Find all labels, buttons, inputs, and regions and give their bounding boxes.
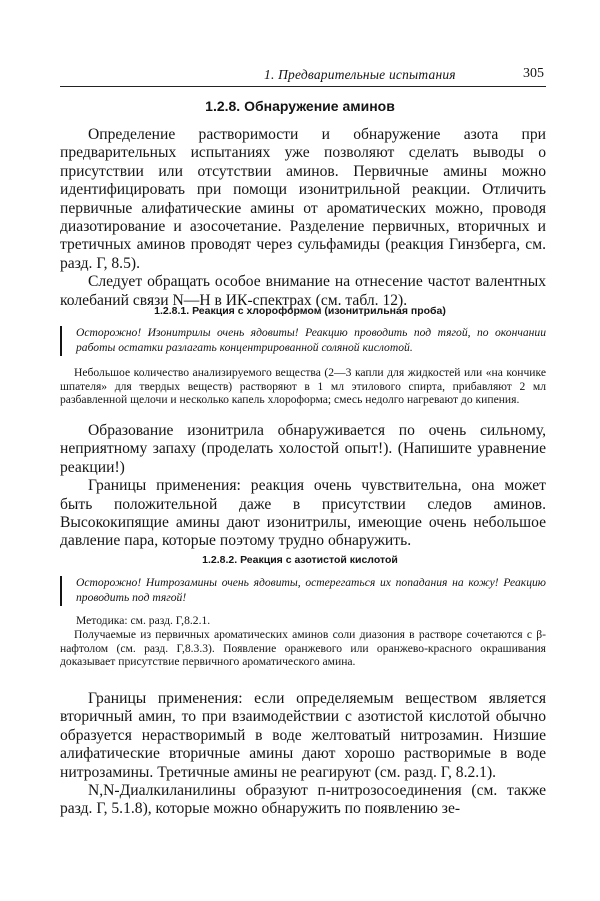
method-reference: Методика: см. разд. Г,8.2.1. bbox=[76, 614, 211, 627]
section-intro bbox=[60, 126, 546, 310]
paragraph: Определение растворимости и обнаружение азота при предварительных испытаниях уже позволяют сделать выводы о присутствии или отсутствии аминов. Первичные амины можно идентифицировать при помощи изонитрильной реакции. Отличить первичные алифатические амины от ароматических можно, проводя диазотирование и азосочетание. Разделение первичных, вторичных и третичных аминов проводят через сульфамиды (реакция Гинзберга, см. разд. Г, 8.5). bbox=[60, 126, 546, 272]
paragraph: N,N-Диалкиланилины образуют п-нитрозосоединения (см. также разд. Г, 5.1.8), которые можно обнаружить по появлению зе- bbox=[60, 782, 546, 818]
paragraph: Следует обращать особое внимание на отнесение частот валентных колебаний связи N—H в ИК-спектрах (см. табл. 12). bbox=[60, 273, 546, 309]
paragraph: Образование изонитрила обнаруживается по очень сильному, неприятному запаху (проделать холостой опыт!). (Напишите уравнение реакции!) bbox=[60, 422, 546, 476]
procedure-paragraph: Получаемые из первичных ароматических аминов соли диазония в растворе сочетаются с β-нафтолом (см. разд. Г,8.3.3). Появление оранжевого или оранжево-красного окрашивания доказывает присутствие первичного ароматического амина. bbox=[60, 628, 546, 669]
paragraph: Границы применения: реакция очень чувствительна, она может быть положительной даже в присутствии следов аминов. Высококипящие амины дают изонитрилы, имеющие очень небольшое давление пара, которые поэтому трудно обнаружить. bbox=[60, 477, 546, 550]
running-head bbox=[60, 66, 546, 87]
subsection-body bbox=[60, 690, 546, 819]
subsection-title: 1.2.8.2. Реакция с азотистой кислотой bbox=[202, 554, 398, 566]
section-title: 1.2.8. Обнаружение аминов bbox=[205, 98, 395, 114]
warning-bar bbox=[60, 326, 62, 356]
paragraph: Границы применения: если определяемым веществом является вторичный амин, то при взаимодействии с азотистой кислотой обычно образуется нерастворимый в воде желтоватый нитрозамин. Низшие алифатические вторичные амины дают хорошо растворимые в воде нитрозамины. Третичные амины не реагируют (см. разд. Г, 8.2.1). bbox=[60, 690, 546, 781]
warning-box bbox=[60, 576, 546, 606]
procedure-text bbox=[60, 628, 546, 669]
subsection-title: 1.2.8.1. Реакция с хлороформом (изонитрильная проба) bbox=[154, 305, 446, 317]
warning-box bbox=[60, 326, 546, 356]
subsection-body bbox=[60, 422, 546, 551]
page-number: 305 bbox=[523, 66, 544, 81]
warning-text: Осторожно! Нитрозамины очень ядовиты, остерегаться их попадания на кожу! Реакцию проводить под тягой! bbox=[76, 576, 546, 604]
procedure-paragraph: Небольшое количество анализируемого вещества (2—3 капли для жидкостей или «на кончике шпателя» для твердых веществ) растворяют в 1 мл этилового спирта, прибавляют 2 мл разбавленной щелочи и несколько капель хлороформа; смесь недолго нагревают до кипения. bbox=[60, 366, 546, 407]
procedure-text bbox=[60, 366, 546, 407]
running-head-title: 1. Предварительные испытания bbox=[264, 67, 456, 82]
warning-bar bbox=[60, 576, 62, 606]
warning-text: Осторожно! Изонитрилы очень ядовиты! Реакцию проводить под тягой, по окончании работы остатки разлагать концентрированной соляной кислотой. bbox=[76, 326, 546, 354]
